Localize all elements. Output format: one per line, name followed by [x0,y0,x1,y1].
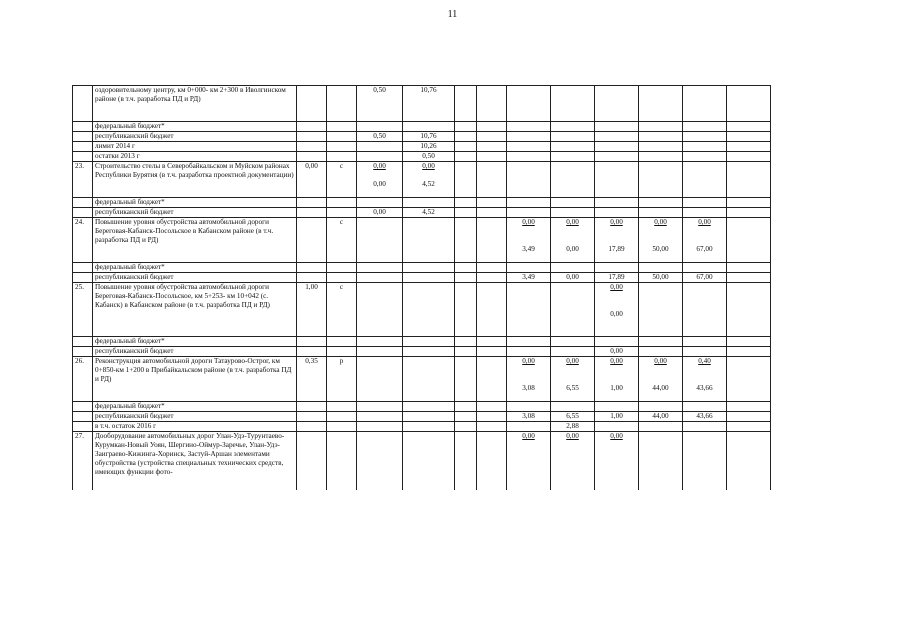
row-name: федеральный бюджет* [93,337,297,347]
cell: 43,66 [683,412,727,422]
row-name: республиканский бюджет [93,273,297,283]
row-name: оздоровительному центру, км 0+000- км 2+300 в Иволгинском районе (в т.ч. разработка ПД и РД) [93,86,297,122]
cell: 3,08 [522,384,535,392]
cell: 0,00 [610,432,623,440]
cell: 10,76 [403,86,455,122]
row-name: республиканский бюджет [93,347,297,357]
row-name: Повышение уровня обустройства автомобильной дороги Береговая-Кабанск-Посольское в Кабанском районе (в т.ч. разработка ПД и РД) [93,218,297,263]
cell: 0,00 [373,180,386,188]
cell: 0,00 [373,162,386,170]
table-row [73,422,771,432]
cell: 0,50 [357,132,403,142]
cell: 0,00 [610,357,623,365]
cell: 0,40 [698,357,711,365]
cell: 1,00 [610,384,623,392]
row-name: республиканский бюджет [93,412,297,422]
table-row [73,208,771,218]
cell: 0,00 [422,162,435,170]
cell: 50,00 [652,245,669,253]
table-row [73,132,771,142]
table-row [73,86,771,122]
row-name: в т.ч. остаток 2016 г [93,422,297,432]
table-row [73,263,771,273]
row-name: федеральный бюджет* [93,198,297,208]
cell: 0,00 [522,432,535,440]
cell: 0,00 [522,357,535,365]
row-number: 23. [73,162,93,198]
cell: 17,89 [608,245,625,253]
row-name: Строительство стелы в Северобайкальском и Муйском районах Республики Бурятия (в т.ч. разработка проектной документации) [93,162,297,198]
length-cell: 0,00 [297,162,327,198]
row-number: 25. [73,283,93,337]
cell: 1,00 [595,412,639,422]
row-number: 24. [73,218,93,263]
cell: 44,00 [652,384,669,392]
table-row [73,122,771,132]
table-row [73,347,771,357]
cell: 0,00 [654,357,667,365]
type-cell: с [327,283,357,337]
cell: 0,00 [610,283,623,291]
cell: 43,66 [696,384,713,392]
cell: 0,00 [522,218,535,226]
row-name: лимит 2014 г [93,142,297,152]
cell: 0,00 [566,357,579,365]
cell: 4,52 [403,208,455,218]
length-cell: 1,00 [297,283,327,337]
cell: 67,00 [683,273,727,283]
cell: 50,00 [639,273,683,283]
type-cell: р [327,357,357,402]
page-number: 11 [447,9,458,20]
table-row [73,402,771,412]
table-row [73,357,771,402]
table-row [73,218,771,263]
cell: 10,26 [403,142,455,152]
row-name: республиканский бюджет [93,132,297,142]
cell: 0,00 [551,273,595,283]
budget-table [72,85,771,490]
row-name: Реконструкция автомобильной дороги Татаурово-Острог, км 0+850-км 1+200 в Прибайкальском районе (в т.ч. разработка ПД и РД) [93,357,297,402]
cell: 0,00 [610,218,623,226]
row-name: республиканский бюджет [93,208,297,218]
row-number: 27. [73,432,93,490]
table-row [73,283,771,337]
cell: 17,89 [595,273,639,283]
table-row [73,162,771,198]
table-row [73,337,771,347]
cell: 44,00 [639,412,683,422]
cell: 0,00 [654,218,667,226]
cell: 0,00 [566,218,579,226]
cell: 0,50 [357,86,403,122]
type-cell: с [327,162,357,198]
row-number: 26. [73,357,93,402]
row-name: Дооборудование автомобильных дорог Улан-Удэ-Турунтаево-Курумкан-Новый Уоян, Шергино-Оймур-Заречье, Улан-Удэ-Заиграево-Кижинга-Хоринск, Застуй-Аршан элементами обустройства (устройства специальных технических средств, имеющих функции фото- [93,432,297,490]
cell: 3,49 [507,273,551,283]
cell: 4,52 [422,180,435,188]
type-cell: с [327,218,357,263]
table-row [73,152,771,162]
cell: 10,76 [403,132,455,142]
cell: 0,50 [403,152,455,162]
cell: 0,00 [357,208,403,218]
cell: 67,00 [696,245,713,253]
cell: 3,08 [507,412,551,422]
table-row [73,412,771,422]
table-row [73,432,771,490]
cell: 6,55 [566,384,579,392]
table-row [73,142,771,152]
table-row [73,273,771,283]
row-name: федеральный бюджет* [93,122,297,132]
cell: 0,00 [595,347,639,357]
cell: 3,49 [522,245,535,253]
row-name: федеральный бюджет* [93,402,297,412]
cell: 6,55 [551,412,595,422]
row-name: остатки 2013 г [93,152,297,162]
row-name: федеральный бюджет* [93,263,297,273]
row-name: Повышение уровня обустройства автомобильной дороги Береговая-Кабанск-Посольское, км 5+253- км 10+042 (с. Кабанск) в Кабанском районе (в т.ч. разработка ПД и РД) [93,283,297,337]
cell: 2,88 [551,422,595,432]
table-row [73,198,771,208]
cell: 0,00 [610,310,623,318]
cell: 0,00 [698,218,711,226]
cell: 0,00 [566,432,579,440]
length-cell: 0,35 [297,357,327,402]
cell: 0,00 [566,245,579,253]
